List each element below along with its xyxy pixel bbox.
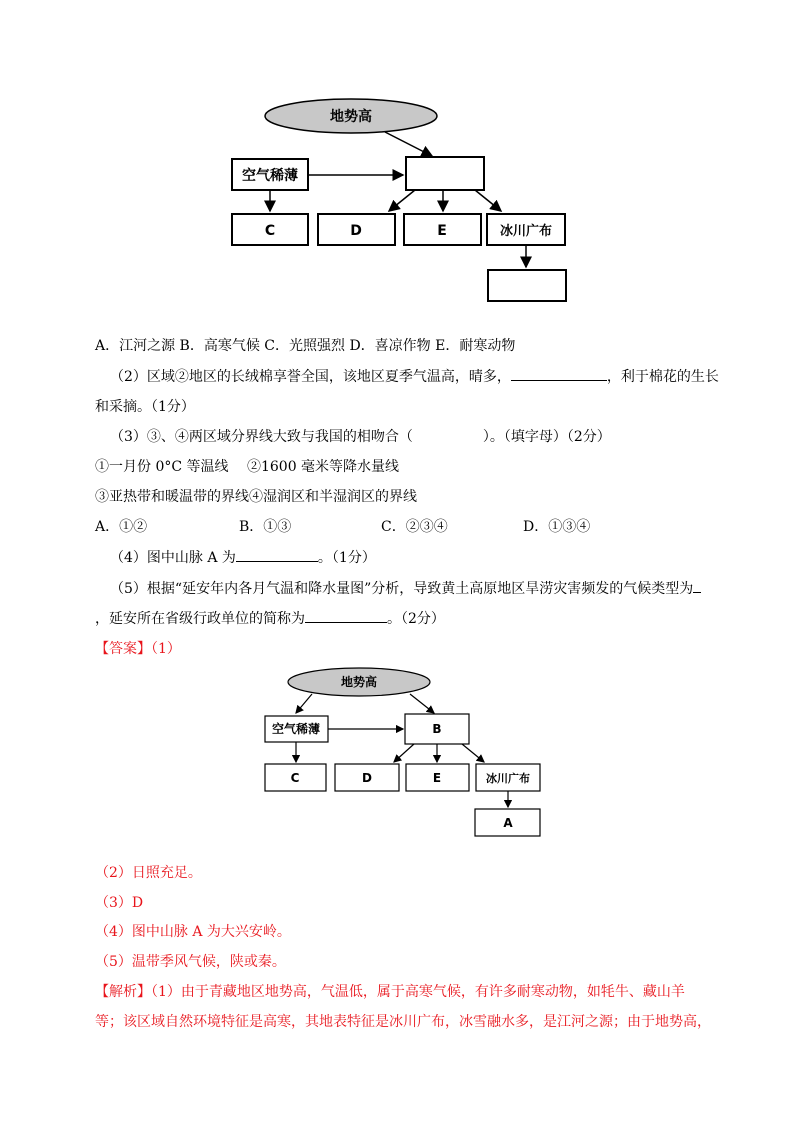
ans-glacier-label: 冰川广布 xyxy=(486,772,530,785)
q4-blank xyxy=(236,547,318,562)
q5-blank-1 xyxy=(693,578,701,593)
d-label: D xyxy=(350,223,362,239)
ans-terrain-high-label: 地势高 xyxy=(340,675,378,689)
thin-air-label: 空气稀薄 xyxy=(242,168,298,184)
ans-a-label: A xyxy=(503,816,513,830)
q5-line-cont: ，延安所在省级行政单位的简称为 。（2分） xyxy=(95,608,445,629)
analysis-line-2: 等；该区域自然环境特征是高寒，其地表特征是冰川广布，冰雪融水多，是江河之源；由于地势高， xyxy=(95,1014,711,1030)
answer-label: 【答案】 xyxy=(95,641,151,657)
ans-e-label: E xyxy=(432,771,442,785)
answer-2: （2）日照充足。 xyxy=(95,865,202,881)
flow-diagram-answer xyxy=(262,664,552,840)
flow-diagram-question xyxy=(225,90,585,305)
terrain-high-label: 地势高 xyxy=(330,109,372,125)
q2-line: （2）区域②地区的长绒棉享誉全国，该地区夏季气温高，晴多， ，利于棉花的生长 xyxy=(110,366,719,387)
ans-c-label: C xyxy=(290,771,300,785)
answer-3: （3）D xyxy=(95,895,144,911)
answer-5: （5）温带季风气候，陕或秦。 xyxy=(95,954,286,970)
q3-line: （3）③、④两区域分界线大致与我国的相吻合（ ）。（填字母）（2分） xyxy=(110,429,611,445)
analysis-label: 【解析】 xyxy=(95,984,151,1000)
q2-line-cont: 和采摘。（1分） xyxy=(95,399,195,415)
options-line: A．江河之源 B．高寒气候 C．光照强烈 D．喜凉作物 E．耐寒动物 xyxy=(95,338,516,354)
e-label: E xyxy=(437,223,447,239)
option-a: A．①② xyxy=(95,519,148,535)
bottom-blank-box xyxy=(488,270,566,301)
answer-1: （1） xyxy=(151,641,181,657)
ans-thin-air-label: 空气稀薄 xyxy=(271,722,321,736)
glacier-label: 冰川广布 xyxy=(499,224,553,239)
q5-blank-2 xyxy=(305,608,387,623)
q3-choice-line-2: ③亚热带和暖温带的界线④湿润区和半湿润区的界线 xyxy=(95,489,417,505)
answer-heading xyxy=(95,639,181,659)
q3-choice-line-1: ①一月份 0°C 等温线 ②1600 毫米等降水量线 xyxy=(95,459,400,475)
q5-line: （5）根据“延安年内各月气温和降水量图”分析，导致黄土高原地区旱涝灾害频发的气候类型为 xyxy=(110,578,701,599)
option-c: C．②③④ xyxy=(381,519,448,535)
q4-line: （4）图中山脉 A 为 。（1分） xyxy=(110,547,376,568)
middle-blank-box xyxy=(406,157,484,190)
ans-d-label: D xyxy=(362,771,372,785)
option-b: B．①③ xyxy=(239,519,292,535)
analysis-line-1: 【解析】（1）由于青藏地区地势高，气温低，属于高寒气候，有许多耐寒动物，如牦牛、藏山羊 xyxy=(95,984,685,1000)
q2-blank xyxy=(511,366,607,381)
c-label: C xyxy=(264,223,276,239)
q3-options xyxy=(95,517,590,537)
option-d: D．①③④ xyxy=(523,519,591,535)
answer-4: （4）图中山脉 A 为大兴安岭。 xyxy=(95,924,291,940)
ans-b-label: B xyxy=(432,722,442,736)
